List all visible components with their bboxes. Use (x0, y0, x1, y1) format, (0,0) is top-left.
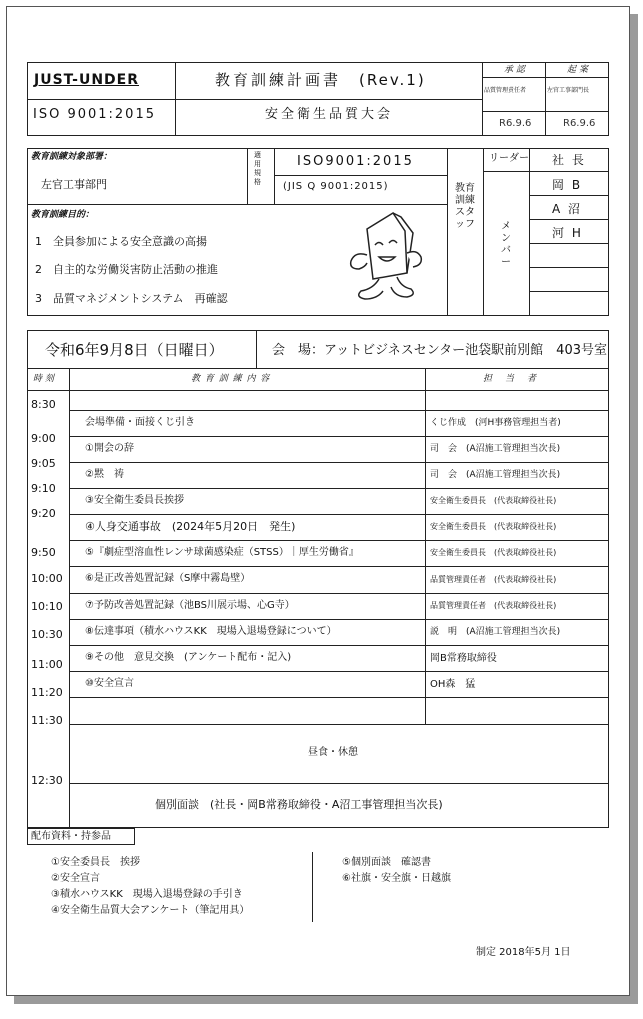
purpose-label: 教育訓練目的： (31, 210, 95, 220)
schedule-person: 司 会 (A沼施工管理担当次長) (430, 444, 561, 454)
target-dept-label: 教育訓練対象部署： (31, 152, 113, 162)
schedule-person: 安全衛生委員長 (代表取締役社長) (430, 548, 557, 557)
col-person-header: 担 当 者 (483, 374, 539, 384)
time-label: 9:20 (31, 507, 56, 520)
staff-member-3: 河 H (552, 226, 583, 240)
schedule-content: ⑤『劇症型溶血性レンサ球菌感染症（STSS）｜厚生労働省』 (85, 547, 359, 558)
material-item: ④安全衛生品質大会アンケート（筆記用具） (51, 905, 250, 916)
schedule-content: ⑥是正改善処置記録（S摩中霧島壁） (85, 573, 251, 584)
staff-member-2: A 沼 (552, 202, 583, 216)
purpose-item-3: 3 品質マネジメントシステム 再確認 (35, 292, 228, 305)
applicable-label: 適用規格 (254, 151, 261, 186)
schedule-person: 安全衛生委員長 (代表取締役社長) (430, 522, 557, 531)
info-box (27, 148, 609, 316)
draft-stamp: R6.9.6 (563, 118, 596, 129)
schedule-content: ③安全衛生委員長挨拶 (85, 495, 184, 506)
schedule-person: OH森 猛 (430, 679, 476, 690)
material-item: ③積水ハウスKK 現場入退場登録の手引き (51, 889, 243, 900)
schedule-person: 岡B常務取締役 (430, 653, 497, 664)
col-time-header: 時 刻 (33, 374, 54, 384)
schedule-content: 会場準備・面接くじ引き (85, 417, 195, 428)
time-label: 9:10 (31, 482, 56, 495)
schedule-content: ①開会の辞 (85, 443, 134, 454)
document-subtitle: 安全衛生品質大会 (265, 107, 394, 122)
document-page (6, 6, 630, 996)
time-label: 11:20 (31, 686, 63, 699)
iso-standard: ISO 9001:2015 (33, 107, 156, 122)
material-item: ⑤個別面談 確認書 (342, 857, 431, 868)
schedule-content: ⑩安全宣言 (85, 678, 134, 689)
leader-label: リーダー (489, 153, 529, 164)
schedule-person: 品質管理責任者 (代表取締役社長) (430, 601, 557, 610)
event-venue: 会 場：アットビジネスセンター池袋駅前別館 403号室 (272, 343, 607, 358)
company-logo: JUST-UNDER (34, 72, 140, 88)
draft-label: 起 案 (567, 65, 588, 75)
staff-leader: 社 長 (552, 153, 586, 167)
schedule-content: ⑧伝達事項（積水ハウスKK 現場入退場登録について） (85, 626, 337, 637)
time-label: 9:05 (31, 457, 56, 470)
schedule-person: くじ作成 (河H事務管理担当者) (430, 418, 561, 428)
time-label: 9:50 (31, 546, 56, 559)
draft-role: 左官工事部門長 (547, 87, 590, 94)
purpose-item-1: 1 全員参加による安全意識の高揚 (35, 235, 207, 248)
schedule-person: 安全衛生委員長 (代表取締役社長) (430, 496, 557, 505)
standard: ISO9001:2015 (297, 154, 414, 169)
revision: (Rev.1) (359, 71, 426, 89)
standard-jis: (JIS Q 9001:2015) (283, 181, 389, 192)
mascot-illustration (333, 205, 429, 303)
individual-interview: 個別面談 (社長・岡B常務取締役・A沼工事管理担当次長) (155, 798, 443, 811)
target-dept: 左官工事部門 (41, 178, 107, 191)
schedule-person: 説 明 (A沼施工管理担当次長) (430, 627, 561, 637)
established-date: 制定 2018年5月 1日 (476, 947, 571, 958)
material-item: ①安全委員長 挨拶 (51, 857, 140, 868)
purpose-item-2: 2 自主的な労働災害防止活動の推進 (35, 263, 218, 276)
approve-stamp: R6.9.6 (499, 118, 532, 129)
schedule-person: 品質管理責任者 (代表取締役社長) (430, 575, 557, 584)
approve-label: 承 認 (504, 65, 525, 75)
member-label: メンバー (501, 221, 511, 268)
material-item: ⑥社旗・安全旗・日越旗 (342, 873, 451, 884)
time-label: 11:00 (31, 658, 63, 671)
time-label: 10:10 (31, 600, 63, 613)
document-title: 教育訓練計画書 (215, 71, 342, 89)
time-label: 8:30 (31, 398, 56, 411)
schedule-content: ⑨その他 意見交換 (アンケート配布・記入) (85, 652, 292, 663)
staff-member-1: 岡 B (552, 178, 583, 192)
col-content-header: 教 育 訓 練 内 容 (191, 374, 271, 384)
schedule-content: ②黙 祷 (85, 469, 124, 480)
schedule-content: ⑦予防改善処置記録（池BS川展示場、心G寺） (85, 600, 295, 611)
time-label: 9:00 (31, 432, 56, 445)
material-item: ②安全宣言 (51, 873, 100, 884)
time-label: 10:00 (31, 572, 63, 585)
time-label: 11:30 (31, 714, 63, 727)
time-label: 12:30 (31, 774, 63, 787)
time-label: 10:30 (31, 628, 63, 641)
lunch-break: 昼食・休憩 (308, 747, 358, 758)
staff-label: 教育訓練スタッフ (455, 183, 475, 230)
schedule-content: ④人身交通事故 (2024年5月20日 発生) (85, 520, 296, 533)
event-date: 令和6年9月8日（日曜日） (45, 341, 224, 359)
schedule-person: 司 会 (A沼施工管理担当次長) (430, 470, 561, 480)
materials-label: 配布資料・持参品 (31, 831, 111, 842)
approve-role: 品質管理責任者 (484, 87, 527, 94)
